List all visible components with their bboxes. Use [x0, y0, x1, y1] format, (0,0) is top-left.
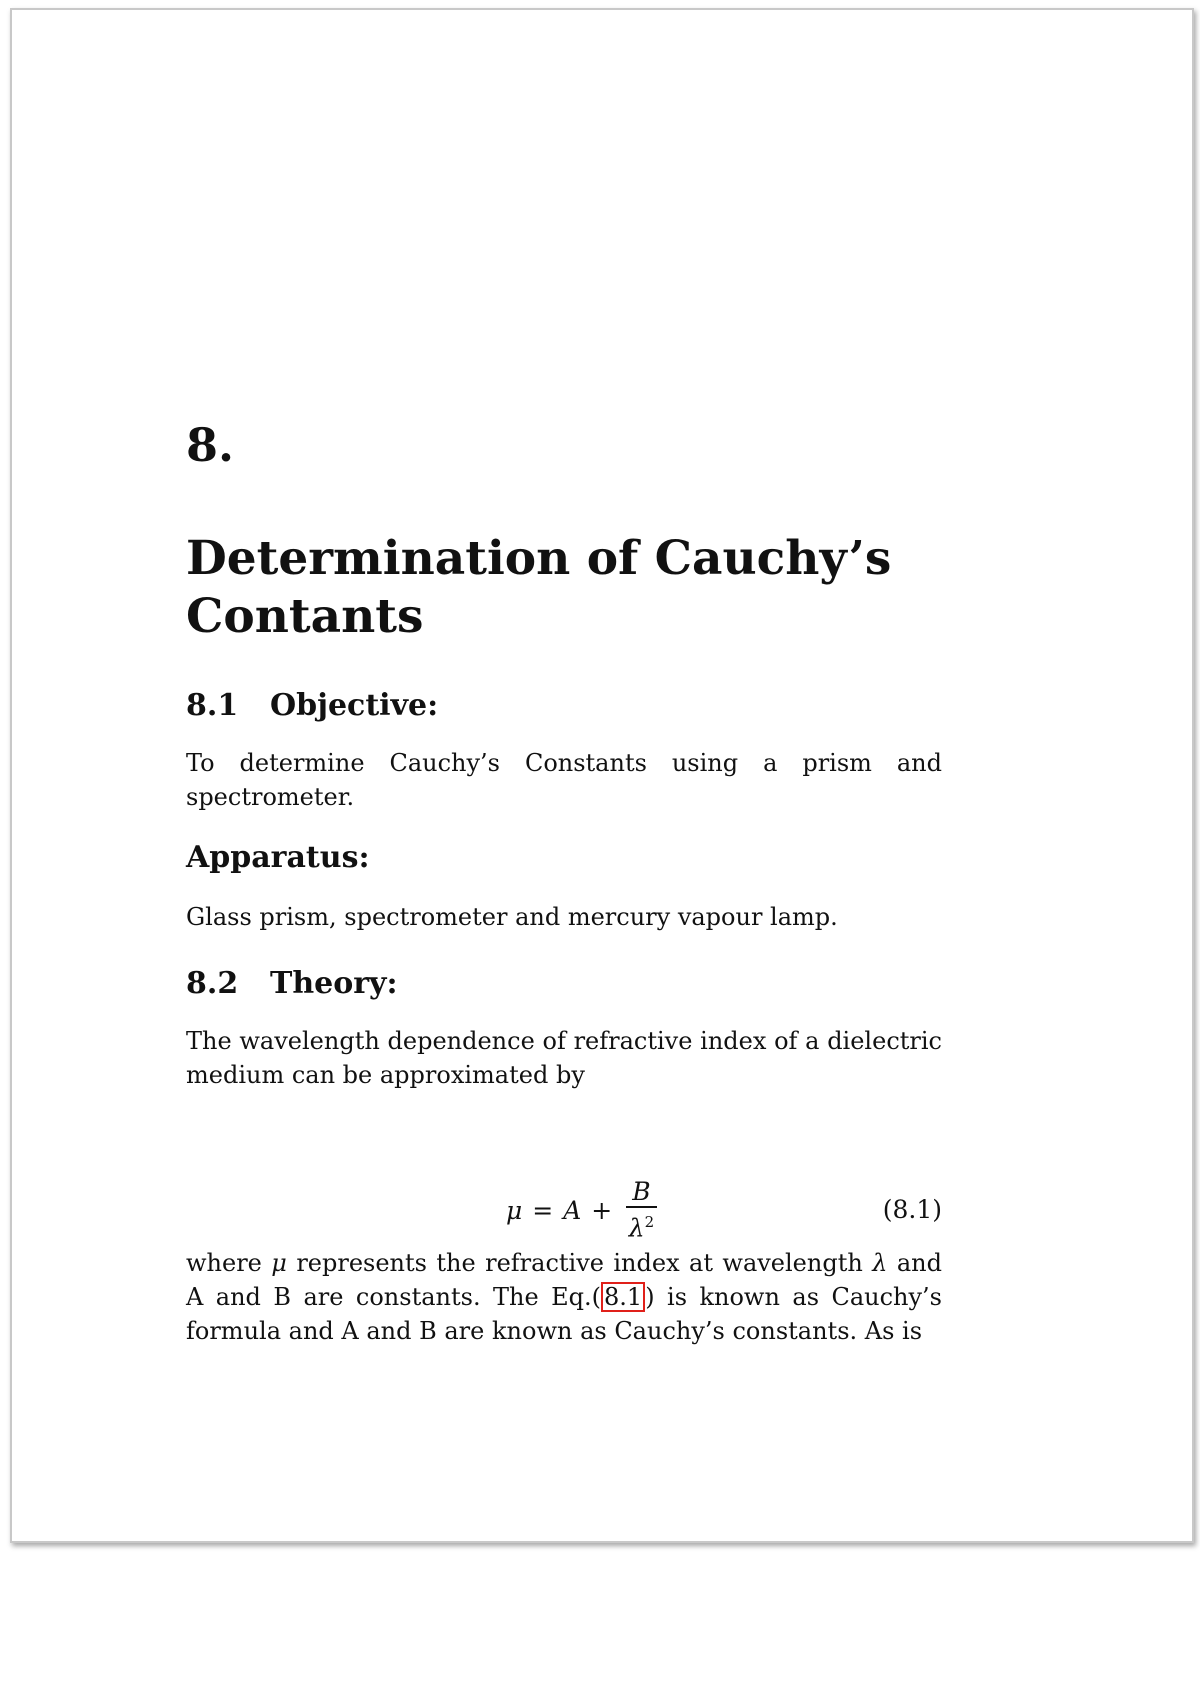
- chapter-title: Determination of Cauchy’s Contants: [186, 531, 892, 644]
- objective-section-number: 8.1: [186, 688, 239, 723]
- equation-exponent: 2: [644, 1212, 655, 1231]
- apparatus-heading: Apparatus:: [186, 840, 370, 875]
- after-part2: represents the refractive index at wavelength: [286, 1249, 873, 1277]
- document-page: [10, 8, 1194, 1543]
- apparatus-text: Glass prism, spectrometer and mercury vapour lamp.: [186, 903, 838, 931]
- theory-after-text: [186, 1246, 942, 1348]
- after-lambda: λ: [872, 1249, 888, 1277]
- after-part4: ) is known as Cauchy’s formula and A and B are known as Cauchy’s constants. As is: [186, 1283, 942, 1345]
- objective-text: To determine Cauchy’s Constants using a prism and spectrometer.: [186, 749, 942, 811]
- after-mu: μ: [271, 1249, 287, 1277]
- equation-body: [506, 1176, 657, 1243]
- objective-heading: [186, 690, 438, 722]
- equation-mu: μ: [506, 1195, 523, 1225]
- after-part3: and A and B are constants. The Eq.(: [186, 1249, 942, 1311]
- equation-a: A: [563, 1195, 582, 1225]
- theory-heading: [186, 968, 398, 1000]
- after-part1: where: [186, 1249, 272, 1277]
- objective-heading-text: Objective:: [270, 688, 439, 723]
- equation-numerator: B: [626, 1178, 656, 1208]
- equation-fraction: [626, 1178, 656, 1242]
- theory-section-number: 8.2: [186, 966, 239, 1001]
- equation-equals: =: [532, 1195, 554, 1225]
- equation-plus: +: [591, 1195, 613, 1225]
- cauchy-equation: [186, 1176, 942, 1243]
- equation-reference-link[interactable]: 8.1: [601, 1282, 645, 1312]
- equation-lambda: λ: [628, 1213, 645, 1243]
- chapter-number: 8.: [186, 418, 235, 472]
- equation-label: (8.1): [882, 1195, 942, 1224]
- theory-heading-text: Theory:: [270, 966, 398, 1001]
- theory-intro-text: The wavelength dependence of refractive index of a dielectric medium can be approximated by: [186, 1027, 942, 1089]
- equation-denominator: [629, 1208, 654, 1242]
